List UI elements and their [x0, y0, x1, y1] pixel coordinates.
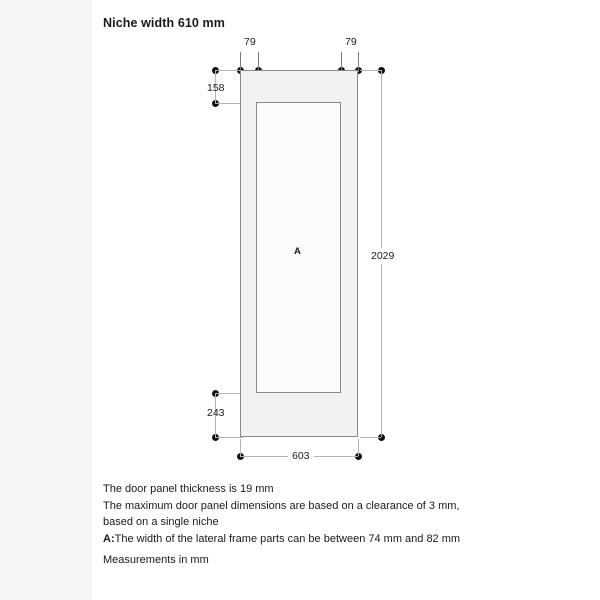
note-line-4-text: The width of the lateral frame parts can be between 74 mm and 82 mm — [114, 532, 461, 545]
dimension-extension-line — [360, 437, 381, 438]
panel-marker-a: A — [294, 246, 301, 257]
measurements-note: Measurements in mm — [103, 554, 209, 566]
dimension-extension-line — [215, 437, 243, 438]
dimension-label-top-right-79: 79 — [345, 36, 357, 48]
note-line-3: based on a single niche — [103, 516, 219, 528]
dimension-extension-line — [215, 70, 243, 71]
notes-block — [103, 481, 523, 547]
dimension-extension-line — [240, 52, 241, 72]
note-line-4 — [103, 531, 523, 548]
dimension-label-158: 158 — [207, 82, 225, 94]
page-title: Niche width 610 mm — [103, 16, 225, 30]
dimension-label-top-left-79: 79 — [244, 36, 256, 48]
dimension-extension-line — [240, 439, 241, 456]
note-line-2: The maximum door panel dimensions are based on a clearance of 3 mm, — [103, 499, 460, 512]
note-line-1: The door panel thickness is 19 mm — [103, 483, 274, 495]
dimension-label-243: 243 — [207, 407, 225, 419]
note-key-a: A: — [103, 532, 115, 545]
dimension-extension-line — [360, 70, 381, 71]
dimension-extension-line — [358, 52, 359, 72]
dimension-label-2029: 2029 — [368, 248, 397, 264]
dimension-extension-line — [358, 439, 359, 456]
dimension-label-603: 603 — [288, 449, 314, 463]
